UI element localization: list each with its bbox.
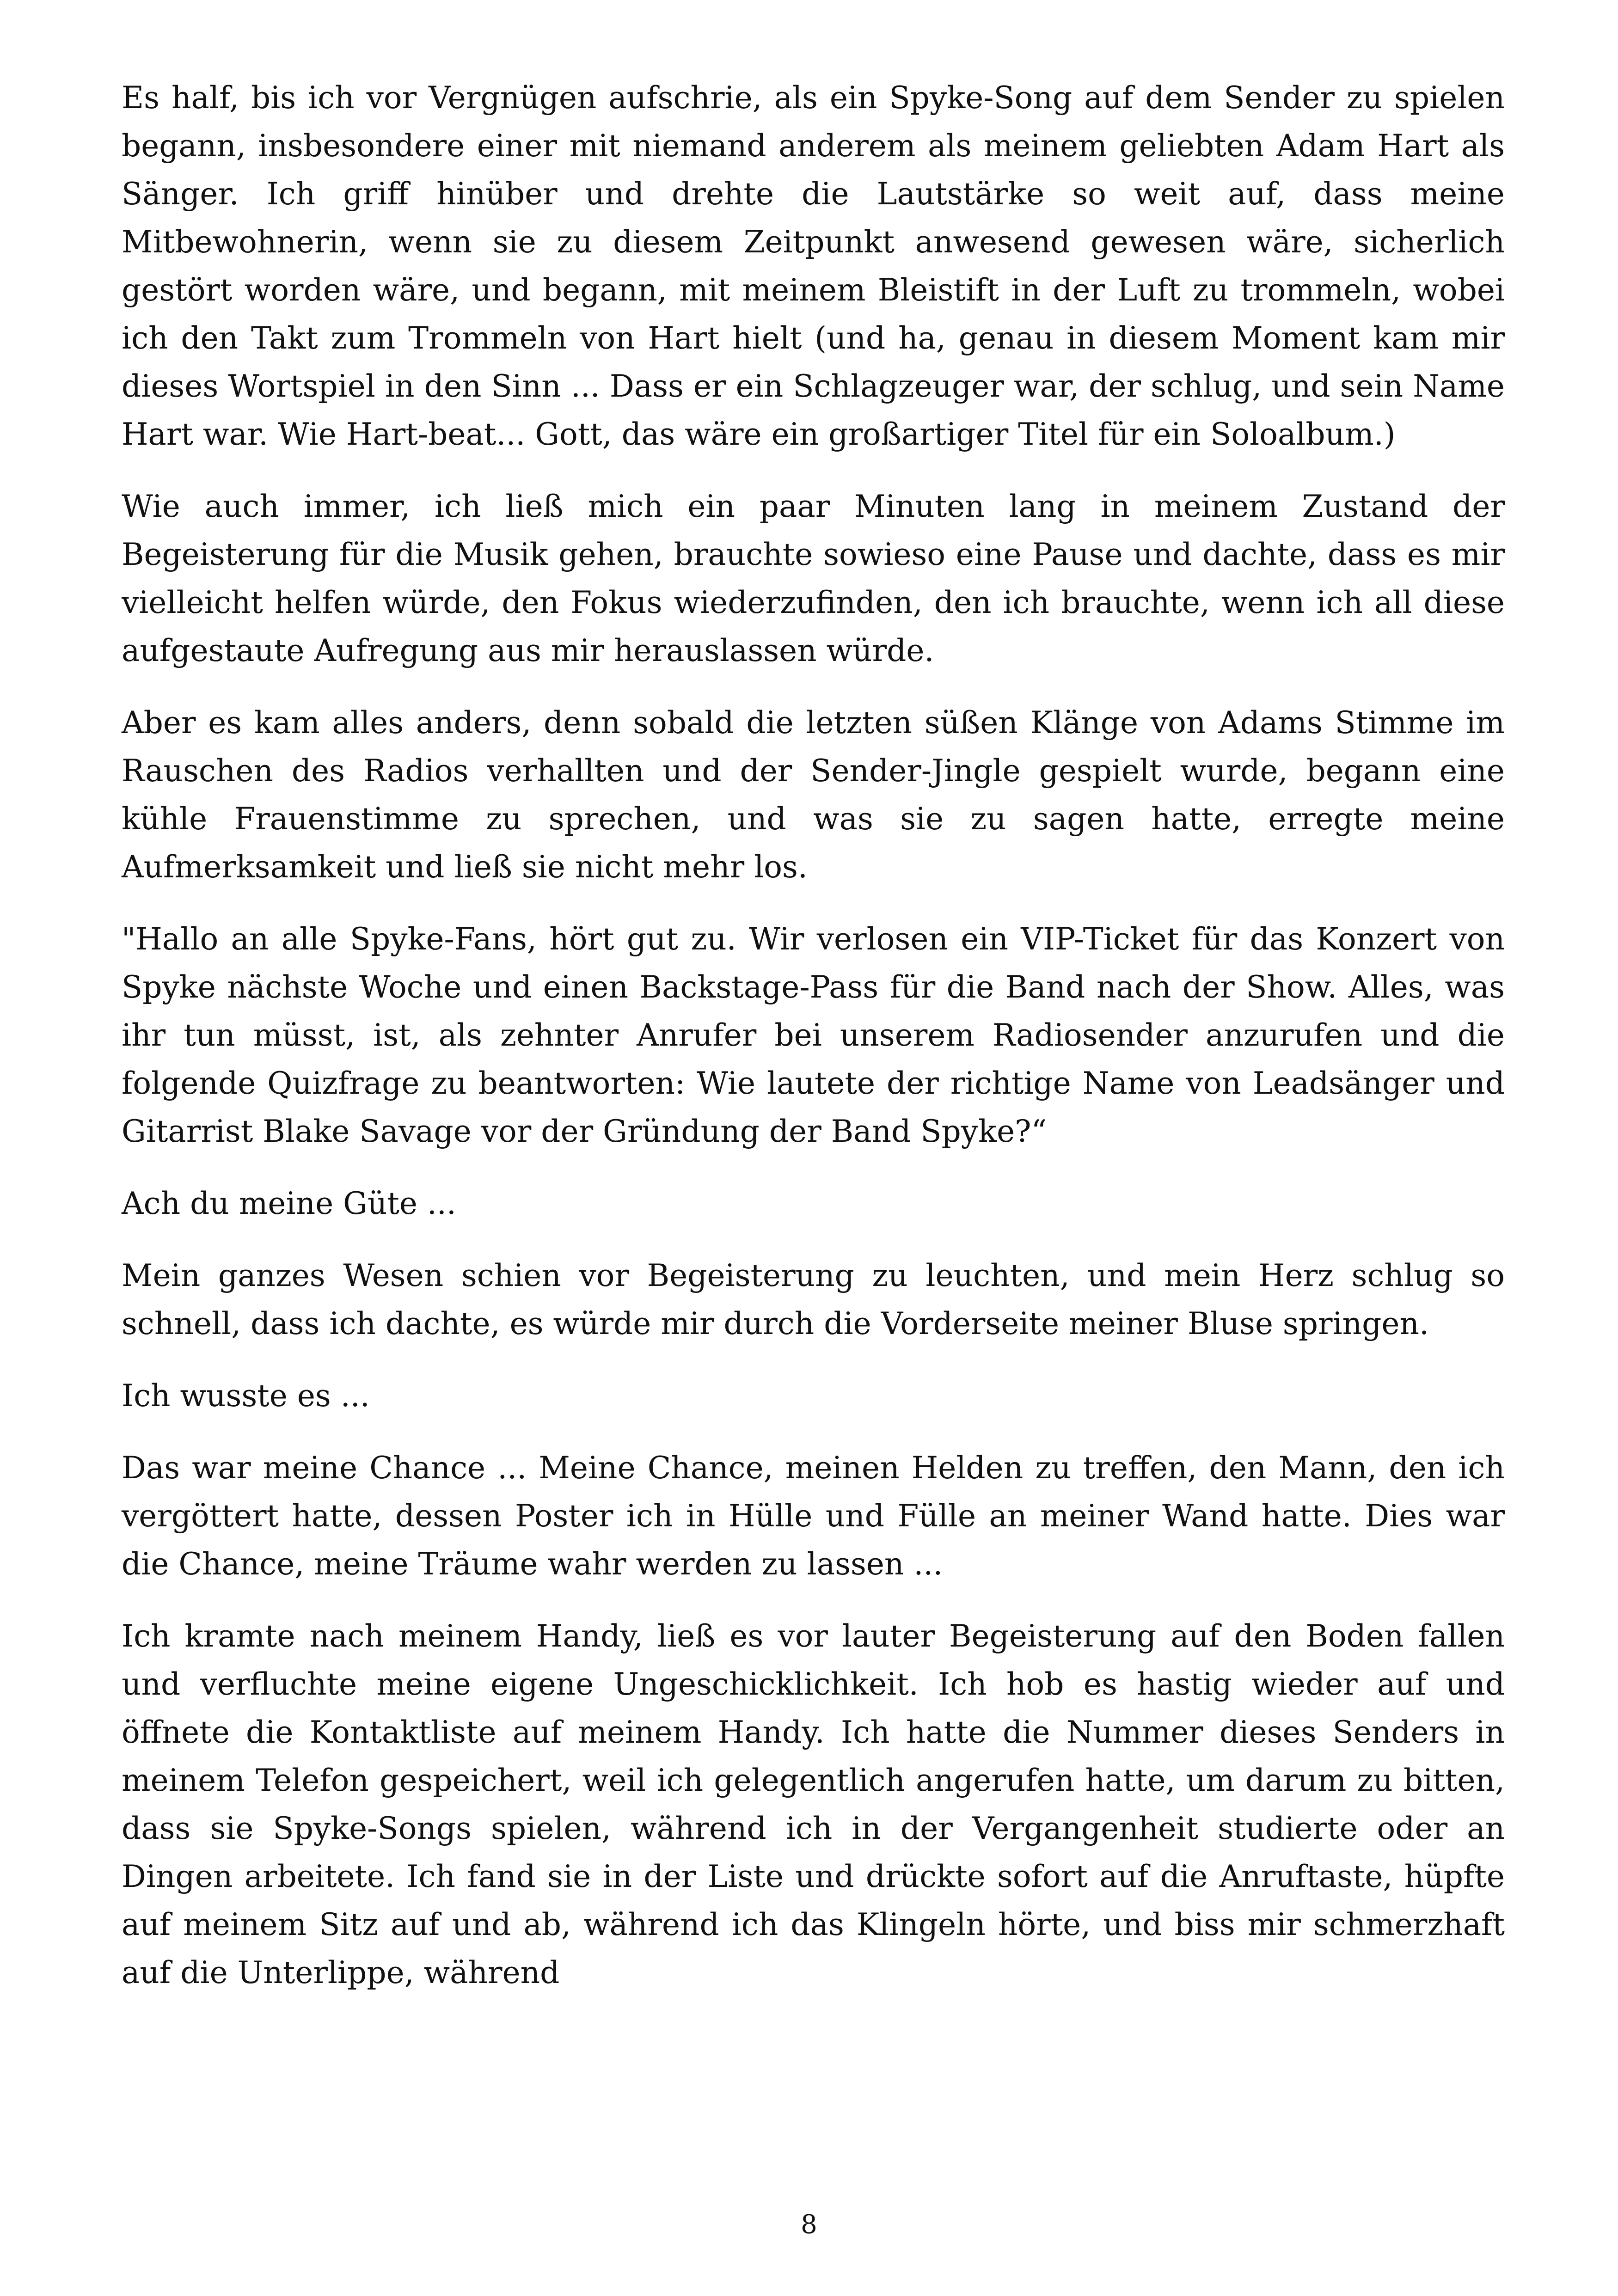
paragraph-1: Es half, bis ich vor Vergnügen aufschrie, als ein Spyke-Song auf dem Sender zu spielen begann, insbesondere einer mit niemand anderem als meinem geliebten Adam Hart als Sänger. Ich griff hinüber und drehte die Lautstärke so weit auf, dass meine Mitbewohnerin, wenn sie zu diesem Zeitpunkt anwesend gewesen wäre, sicherlich gestört worden wäre, und begann, mit meinem Bleistift in der Luft zu trommeln, wobei ich den Takt zum Trommeln von Hart hielt (und ha, genau in diesem Moment kam mir dieses Wortspiel in den Sinn ... Dass er ein Schlagzeuger war, der schlug, und sein Name Hart war. Wie Hart-beat... Gott, das wäre ein großartiger Titel für ein Soloalbum.): [122, 80, 1505, 452]
paragraph-4: "Hallo an alle Spyke-Fans, hört gut zu. Wir verlosen ein VIP-Ticket für das Konzert von Spyke nächste Woche und einen Backstage-Pass für die Band nach der Show. Alles, was ihr tun müsst, ist, als zehnter Anrufer bei unserem Radiosender anzurufen und die folgende Quizfrage zu beantworten: Wie lautete der richtige Name von Leadsänger und Gitarrist Blake Savage vor der Gründung der Band Spyke?“: [122, 921, 1505, 1149]
paragraph-2: Wie auch immer, ich ließ mich ein paar Minuten lang in meinem Zustand der Begeisterung für die Musik gehen, brauchte sowieso eine Pause und dachte, dass es mir vielleicht helfen würde, den Fokus wiederzufinden, den ich brauchte, wenn ich all diese aufgestaute Aufregung aus mir herauslassen würde.: [122, 489, 1505, 668]
paragraph-5: Ach du meine Güte ...: [122, 1186, 456, 1221]
paragraph-6: Mein ganzes Wesen schien vor Begeisterung zu leuchten, und mein Herz schlug so schnell, dass ich dachte, es würde mir durch die Vorderseite meiner Bluse springen.: [122, 1258, 1505, 1341]
page-number: 8: [801, 2210, 817, 2240]
paragraph-3: Aber es kam alles anders, denn sobald die letzten süßen Klänge von Adams Stimme im Rauschen des Radios verhallten und der Sender-Jingle gespielt wurde, begann eine kühle Frauenstimme zu sprechen, und was sie zu sagen hatte, erregte meine Aufmerksamkeit und ließ sie nicht mehr los.: [122, 705, 1505, 885]
paragraph-7: Ich wusste es ...: [122, 1378, 370, 1414]
page-body: [122, 74, 1505, 2021]
paragraph-9: Ich kramte nach meinem Handy, ließ es vor lauter Begeisterung auf den Boden fallen und verfluchte meine eigene Ungeschicklichkeit. Ich hob es hastig wieder auf und öffnete die Kontaktliste auf meinem Handy. Ich hatte die Nummer dieses Senders in meinem Telefon gespeichert, weil ich gelegentlich angerufen hatte, um darum zu bitten, dass sie Spyke-Songs spielen, während ich in der Vergangenheit studierte oder an Dingen arbeitete. Ich fand sie in der Liste und drückte sofort auf die Anruftaste, hüpfte auf meinem Sitz auf und ab, während ich das Klingeln hörte, und biss mir schmerzhaft auf die Unterlippe, während: [122, 1618, 1505, 1990]
paragraph-8: Das war meine Chance ... Meine Chance, meinen Helden zu treffen, den Mann, den ich vergöttert hatte, dessen Poster ich in Hülle und Fülle an meiner Wand hatte. Dies war die Chance, meine Träume wahr werden zu lassen ...: [122, 1450, 1505, 1582]
